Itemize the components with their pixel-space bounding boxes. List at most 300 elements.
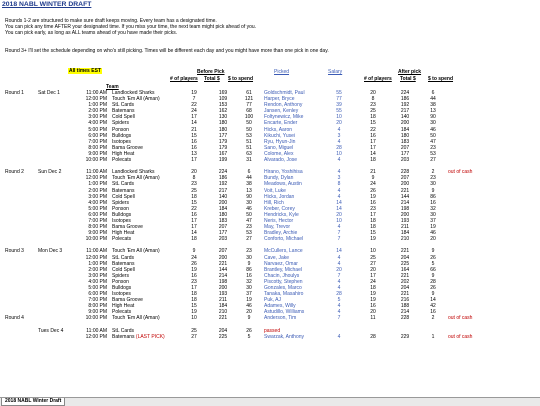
cell-n2: 26 (370, 187, 376, 194)
cell-d2: 216 (400, 297, 410, 304)
cell-n2: 14 (370, 150, 376, 157)
cell-n: 17 (191, 224, 197, 231)
cell-team: Polecats (112, 157, 132, 164)
cell-s: 37 (246, 291, 252, 298)
cell-time: 12:00 PM (85, 96, 107, 103)
cell-team: Batemans (112, 260, 135, 267)
cell-n2: 15 (370, 120, 376, 127)
cell-team: Batemans (112, 108, 135, 115)
cell-n2: 16 (370, 303, 376, 310)
cell-n2: 17 (370, 138, 376, 145)
cell-team: Touch 'Em All (Aman) (112, 248, 160, 255)
cell-pick: McCullers, Lance (264, 248, 303, 255)
cell-sal: 4 (337, 224, 341, 231)
cell-s2: 28 (430, 278, 436, 285)
cell-time: 5:00 PM (88, 285, 107, 291)
cell-time: 7:00 PM (88, 217, 107, 224)
cell-d2: 204 (400, 254, 410, 261)
cell-time: 2:00 PM (88, 187, 107, 194)
cell-n: 23 (191, 278, 197, 285)
cell-n2: 10 (370, 248, 376, 255)
cell-s: 13 (246, 187, 252, 194)
cell-s2: 9 (431, 272, 435, 279)
cell-team: Landlocked Sharks (112, 90, 155, 96)
cell-s: 6 (247, 169, 251, 176)
cell-d: 180 (218, 120, 228, 127)
cell-d2: 186 (400, 96, 410, 103)
cell-sal: 4 (337, 138, 341, 145)
cell-d: 167 (218, 150, 228, 157)
cell-s: 100 (244, 114, 254, 121)
total-header: Total $ (204, 76, 220, 82)
cell-sal: 55 (336, 90, 342, 96)
cell-pick: Sano, Miguel (264, 144, 294, 151)
cell-d: 180 (218, 211, 228, 218)
cell-time: 9:00 PM (88, 230, 107, 237)
cell-pick: Foltynewicz, Mike (264, 114, 304, 121)
cell-pick: passed (264, 327, 281, 334)
cell-d: 109 (218, 96, 228, 103)
cell-d2: 203 (400, 157, 410, 164)
cell-n: 8 (192, 175, 196, 182)
cell-n: 25 (191, 327, 197, 334)
cell-n2: 19 (370, 236, 376, 243)
cell-pick: Ryu, Hyun-Jin (264, 138, 296, 145)
cell-time: 3:00 PM (88, 114, 107, 121)
cell-d: 162 (218, 108, 228, 115)
cell-team: Spiders (112, 199, 129, 206)
cell-s2: 46 (430, 126, 436, 133)
cell-time: 10:00 PM (85, 157, 107, 164)
cell-sal: 4 (337, 333, 341, 340)
cell-d: 130 (218, 114, 228, 121)
cell-team: StL Cards (112, 327, 135, 334)
cell-d2: 229 (400, 333, 410, 340)
cell-d: 211 (219, 297, 227, 304)
cell-pick: Neris, Hector (264, 217, 294, 224)
cell-round: Round 1 (5, 90, 24, 96)
cell-pick: Hill, Rich (264, 199, 284, 206)
cell-n2: 17 (370, 144, 376, 151)
cell-pick: Narvaez, Omar (264, 260, 298, 267)
cell-team: High Heat (112, 230, 135, 237)
cell-d2: 144 (400, 193, 410, 200)
cell-sal: 10 (336, 217, 342, 224)
cell-d: 225 (218, 333, 228, 340)
cell-d: 140 (218, 193, 228, 200)
cell-s: 16 (246, 272, 252, 279)
cell-s: 50 (246, 120, 252, 127)
cell-team: Bulldogs (112, 132, 132, 139)
intro-line: Round 3+ I'll set the schedule depending on who's still picking. Times will be different each day and you might have more than one pick in one day. (5, 48, 329, 54)
cell-sal: 20 (336, 211, 342, 218)
cell-pick: Swarzak, Anthony (264, 333, 305, 340)
cell-n: 7 (192, 96, 196, 103)
before-pick-header: Before Pick (197, 69, 225, 75)
picked-header: Picked (274, 69, 290, 75)
cell-s2: 6 (431, 90, 435, 96)
cell-d2: 192 (400, 102, 410, 109)
cell-n2: 17 (370, 272, 376, 279)
cell-n2: 19 (370, 297, 376, 304)
cell-d2: 221 (400, 187, 410, 194)
cell-n: 25 (191, 187, 197, 194)
cell-pick: Kreber, Corey (264, 205, 295, 212)
cell-sal: 14 (336, 199, 342, 206)
cell-d: 210 (218, 309, 228, 316)
cell-team: Bulldogs (112, 211, 132, 218)
cell-d: 207 (218, 224, 228, 231)
cell-n: 19 (191, 309, 197, 316)
cell-s: 20 (246, 309, 252, 316)
cell-pick: Anderson, Tim (264, 315, 297, 322)
cell-n: 18 (191, 291, 197, 298)
cell-n2: 19 (370, 193, 376, 200)
cell-pick: May, Trevor (264, 224, 291, 231)
cell-s: 50 (246, 211, 252, 218)
cell-pick: Jansen, Kenley (264, 108, 299, 115)
cell-team: Isotopes (112, 138, 131, 145)
cell-n2: 19 (370, 291, 376, 298)
cell-s2: 16 (430, 199, 436, 206)
cell-pick: Tanaka, Masahiro (264, 291, 304, 298)
cell-s2: 44 (430, 96, 436, 103)
cell-sal: 4 (337, 254, 341, 261)
cell-pick: Bundy, Dylan (264, 175, 294, 182)
cell-team: Ponson (112, 126, 129, 133)
cell-s2: 14 (430, 297, 436, 304)
cell-round: Round 2 (5, 169, 24, 176)
cell-time: 6:00 PM (88, 291, 107, 298)
salary-header: Salary (328, 69, 343, 75)
cell-d: 179 (218, 138, 228, 145)
cell-sal: 39 (336, 102, 342, 109)
cell-pick: Voit, Luke (264, 187, 286, 194)
cell-d: 198 (218, 278, 228, 285)
cell-s: 23 (246, 248, 252, 255)
cell-n: 9 (192, 248, 196, 255)
cell-pick: Alvarado, Jose (264, 157, 298, 164)
cell-team: Touch 'Em All (Aman) (112, 315, 160, 322)
cell-note: out of cash (448, 315, 473, 322)
players-header: # of players (170, 76, 198, 82)
cell-d2: 183 (400, 138, 410, 145)
cell-s2: 30 (430, 211, 436, 218)
cell-d: 221 (218, 260, 228, 267)
cell-s: 46 (246, 205, 252, 212)
cell-d: 207 (218, 248, 228, 255)
cell-time: 5:00 PM (88, 126, 107, 133)
cell-s: 30 (246, 254, 252, 261)
draft-schedule-table (5, 90, 488, 340)
cell-sal: 20 (336, 120, 342, 127)
cell-sal: 4 (337, 285, 341, 291)
cell-n2: 25 (370, 108, 376, 115)
cell-pick: Rendon, Anthony (264, 102, 303, 109)
players-after-header: # of players (364, 76, 392, 82)
cell-s2: 13 (430, 108, 436, 115)
cell-d2: 193 (400, 217, 410, 224)
cell-sal: 5 (337, 297, 341, 304)
cell-s: 30 (246, 285, 252, 291)
cell-n2: 18 (370, 217, 376, 224)
cell-d2: 204 (400, 285, 410, 291)
cell-n: 17 (191, 285, 197, 291)
cell-d: 200 (218, 254, 228, 261)
cell-n: 15 (191, 303, 197, 310)
cell-s: 27 (246, 236, 252, 243)
cell-pick: Harper, Bryce (264, 96, 295, 103)
cell-n: 18 (191, 297, 197, 304)
cell-s2: 9 (431, 248, 435, 255)
cell-team: Isotopes (112, 217, 131, 224)
cell-pick: Puk, AJ (264, 297, 281, 304)
cell-d2: 228 (400, 315, 410, 322)
all-times-label: All times EST (69, 68, 101, 74)
cell-d: 203 (218, 236, 228, 243)
cell-s2: 30 (430, 120, 436, 127)
after-pick-header: After pick (398, 69, 422, 75)
cell-s: 86 (246, 266, 252, 273)
cell-time: 9:00 PM (88, 309, 107, 316)
cell-n2: 24 (370, 181, 376, 188)
cell-s2: 2 (431, 169, 435, 176)
cell-round: Round 4 (5, 315, 24, 322)
cell-pick: Chacin, Jhoulys (264, 272, 300, 279)
cell-team: Touch 'Em All (Aman) (112, 96, 160, 103)
cell-sal: 4 (337, 126, 341, 133)
cell-sal: 20 (336, 266, 342, 273)
cell-pick: Conforto, Michael (264, 236, 304, 243)
cell-pick: Encarte, Ender (264, 120, 298, 127)
cell-sal: 4 (337, 193, 341, 200)
cell-s: 53 (246, 132, 252, 139)
cell-s2: 86 (430, 193, 436, 200)
cell-s: 23 (246, 224, 252, 231)
cell-team: High Heat (112, 150, 135, 157)
cell-time: 4:00 PM (88, 199, 107, 206)
cell-pick: Hendricks, Kyle (264, 211, 299, 218)
cell-n: 18 (191, 193, 197, 200)
cell-day: Sat Dec 1 (38, 90, 60, 96)
cell-team: Cold Spell (112, 266, 135, 273)
cell-s2: 26 (430, 254, 436, 261)
cell-pick: Colome, Alex (264, 150, 294, 157)
cell-pick: Astudillo, Williams (264, 309, 305, 316)
cell-sal: 4 (337, 169, 341, 176)
table-row (5, 334, 488, 340)
cell-time: 9:00 PM (88, 150, 107, 157)
cell-s: 5 (247, 333, 251, 340)
cell-n: 16 (191, 138, 197, 145)
cell-pick: Gonzales, Marco (264, 285, 302, 291)
cell-n: 16 (191, 272, 197, 279)
cell-day: Tues Dec 4 (38, 327, 64, 334)
cell-time: 5:00 PM (88, 205, 107, 212)
cell-n: 17 (191, 157, 197, 164)
cell-s2: 16 (430, 309, 436, 316)
cell-n2: 20 (370, 90, 376, 96)
cell-d2: 180 (400, 132, 410, 139)
cell-d2: 228 (400, 169, 410, 176)
cell-d: 204 (218, 327, 228, 334)
cell-s: 30 (246, 199, 252, 206)
cell-n2: 16 (370, 132, 376, 139)
cell-d: 177 (218, 230, 228, 237)
cell-n: 14 (191, 120, 197, 127)
cell-sal: 3 (337, 132, 341, 139)
cell-sal: 7 (337, 272, 341, 279)
cell-note: out of cash (448, 169, 473, 176)
cell-n: 27 (191, 333, 197, 340)
cell-day (38, 334, 76, 340)
sheet-tab[interactable]: 2018 NABL Winter Draft (1, 398, 65, 406)
cell-time: 11:00 AM (86, 169, 107, 176)
cell-n2: 20 (370, 309, 376, 316)
cell-team: Ponson (112, 278, 129, 285)
cell-n: 15 (191, 132, 197, 139)
cell-time: 11:00 AM (86, 248, 107, 255)
cell-n: 14 (191, 230, 197, 237)
cell-d: 199 (218, 157, 228, 164)
cell-n2: 11 (370, 315, 376, 322)
cell-n: 22 (191, 205, 197, 212)
cell-round (5, 334, 38, 340)
cell-time: 12:00 PM (85, 175, 107, 182)
cell-n2: 8 (371, 96, 375, 103)
cell-s: 9 (247, 315, 251, 322)
cell-s2: 23 (430, 144, 436, 151)
cell-s: 53 (246, 230, 252, 237)
cell-n: 16 (191, 211, 197, 218)
cell-d: 184 (218, 303, 228, 310)
cell-s: 50 (246, 126, 252, 133)
cell-n: 19 (191, 266, 197, 273)
cell-team: Touch 'Em All (Aman) (112, 175, 160, 182)
cell-d: 169 (218, 90, 228, 96)
cell-d2: 207 (400, 144, 410, 151)
cell-sal: 4 (337, 187, 341, 194)
cell-s2: 42 (430, 303, 436, 310)
cell-d2: 200 (400, 211, 410, 218)
cell-time: 1:00 PM (88, 260, 107, 267)
cell-s2: 9 (431, 291, 435, 298)
cell-n: 18 (191, 236, 197, 243)
cell-d2: 188 (400, 303, 410, 310)
cell-sal: 4 (337, 303, 341, 310)
cell-d: 193 (218, 291, 228, 298)
cell-sal: 4 (337, 278, 341, 285)
cell-team: StL Cards (112, 181, 135, 188)
cell-s: 32 (246, 278, 252, 285)
cell-sal: 55 (336, 108, 342, 115)
cell-n: 21 (191, 126, 197, 133)
cell-pick: Piscotty, Stephen (264, 278, 303, 285)
cell-d: 192 (218, 181, 228, 188)
cell-team: Batemans (112, 187, 135, 194)
cell-d2: 207 (400, 175, 410, 182)
cell-time: 7:00 PM (88, 138, 107, 145)
cell-time: 4:00 PM (88, 278, 107, 285)
cell-sal: 4 (337, 260, 341, 267)
cell-note: out of cash (448, 333, 473, 340)
cell-n: 10 (191, 315, 197, 322)
cell-s2: 5 (431, 260, 435, 267)
cell-team: Polecats (112, 236, 132, 243)
cell-d2: 140 (400, 114, 410, 121)
cell-s2: 46 (430, 230, 436, 237)
cell-n: 24 (191, 254, 197, 261)
cell-pick: Cave, Jake (264, 254, 290, 261)
cell-team-name: Batemans (112, 333, 135, 340)
cell-team: Spiders (112, 120, 129, 127)
cell-s2: 9 (431, 187, 435, 194)
cell-pick: Goldschmidt, Paul (264, 90, 305, 96)
cell-sal: 14 (336, 205, 342, 212)
cell-team: Landlocked Sharks (112, 169, 155, 176)
cell-s2: 26 (430, 285, 436, 291)
cell-time: 4:00 PM (88, 120, 107, 127)
cell-s: 19 (246, 297, 252, 304)
cell-pick: Meadows, Austin (264, 181, 302, 188)
cell-n2: 27 (370, 260, 376, 267)
cell-n2: 9 (371, 175, 375, 182)
cell-d2: 211 (401, 224, 409, 231)
cell-d: 217 (218, 187, 228, 194)
page-title: 2018 NABL WINTER DRAFT (2, 1, 92, 8)
cell-n: 20 (191, 169, 197, 176)
cell-d: 184 (218, 205, 228, 212)
cell-time: 8:00 PM (88, 144, 107, 151)
cell-team: StL Cards (112, 254, 135, 261)
cell-n: 13 (191, 150, 197, 157)
cell-sal: 4 (337, 309, 341, 316)
cell-n2: 18 (370, 157, 376, 164)
cell-time: 2:00 PM (88, 108, 107, 115)
cell-n: 15 (191, 199, 197, 206)
cell-d: 183 (218, 217, 228, 224)
cell-n: 24 (191, 108, 197, 115)
cell-sal: 3 (337, 175, 341, 182)
cell-s: 31 (246, 157, 252, 164)
cell-d: 179 (218, 144, 228, 151)
to-spend-header: $ to spend (228, 76, 254, 82)
cell-d: 186 (218, 175, 228, 182)
cell-team: Cold Spell (112, 114, 135, 121)
cell-team: Polecats (112, 309, 132, 316)
cell-s: 77 (246, 102, 252, 109)
cell-sal: 10 (336, 150, 342, 157)
cell-day: Mon Dec 3 (38, 248, 63, 255)
cell-time: 12:00 PM (85, 254, 107, 261)
cell-s2: 27 (430, 157, 436, 164)
cell-team (112, 334, 176, 340)
cell-sal: 7 (337, 236, 341, 243)
cell-s2: 50 (430, 132, 436, 139)
cell-d: 177 (218, 132, 228, 139)
cell-time: 11:00 AM (86, 90, 107, 96)
intro-line: Rounds 1-2 are structured to make sure draft keeps moving. Every team has a designated time. (5, 18, 217, 24)
cell-time: 3:00 PM (88, 193, 107, 200)
to-spend-after-header: $ to spend (428, 76, 454, 82)
cell-time: 12:00 PM (85, 333, 107, 340)
cell-s2: 47 (430, 138, 436, 145)
cell-d2: 225 (400, 260, 410, 267)
cell-pick: Brantley, Michael (264, 266, 302, 273)
cell-pick: Kikuchi, Yusei (264, 132, 296, 139)
cell-s2: 19 (430, 224, 436, 231)
cell-d2: 210 (400, 236, 410, 243)
